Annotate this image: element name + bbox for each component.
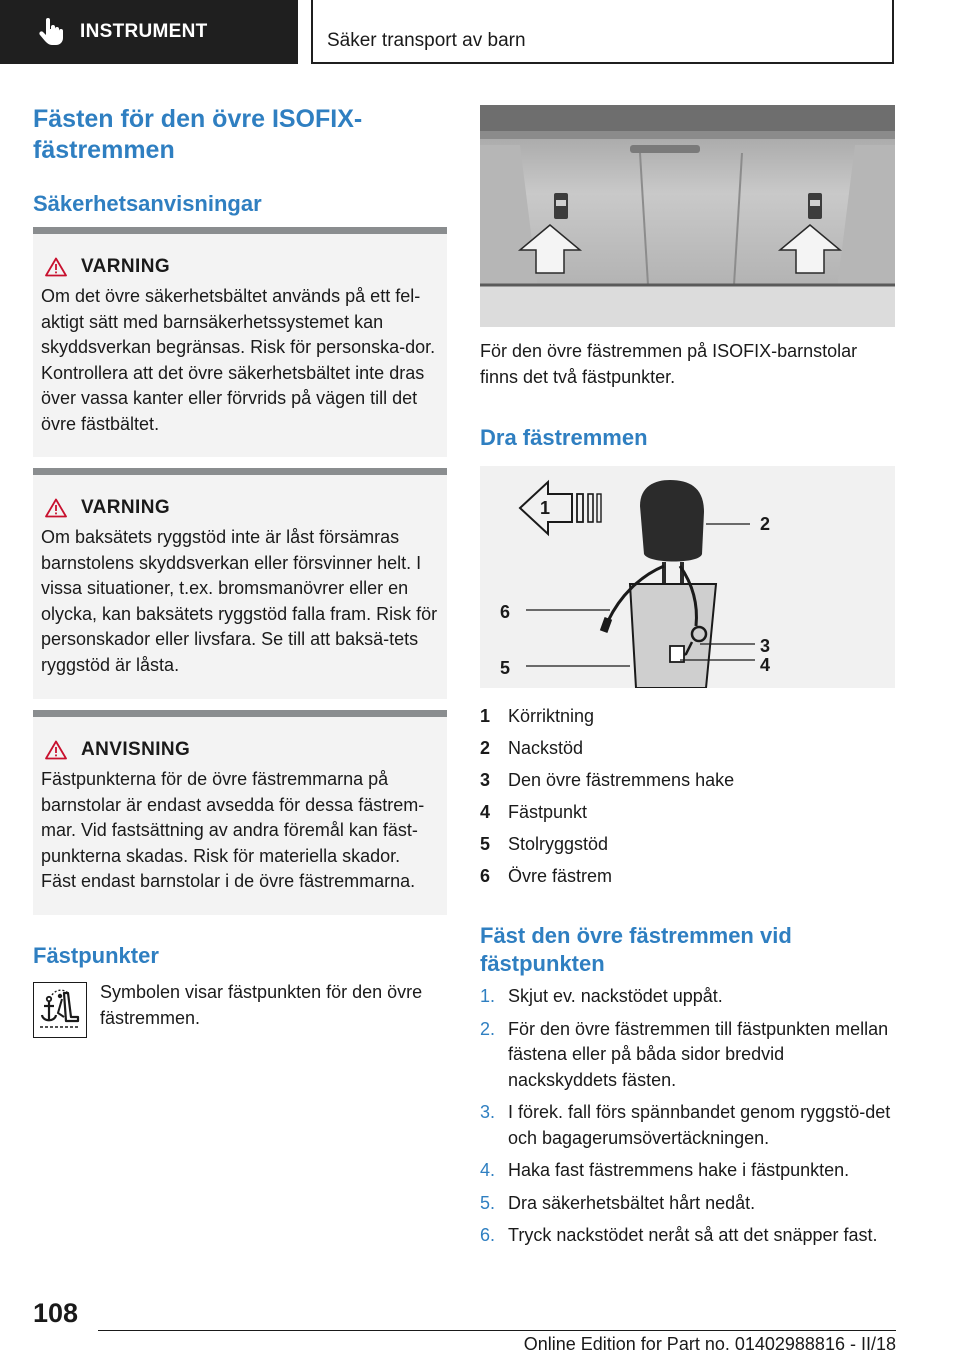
tether-diagram bbox=[480, 466, 895, 688]
page-title: Fästen för den övre ISOFIX-fästremmen bbox=[33, 105, 363, 164]
warning-triangle-icon bbox=[45, 740, 67, 760]
dra-heading: Dra fästremmen bbox=[480, 425, 648, 450]
warning-box-1 bbox=[33, 227, 447, 457]
footer-edition: Online Edition for Part no. 01402988816 - II/18 bbox=[523, 1334, 896, 1354]
notice-box bbox=[33, 710, 447, 915]
isofix-symbol bbox=[33, 982, 87, 1038]
warning-triangle-icon bbox=[45, 257, 67, 277]
steps-list bbox=[480, 984, 895, 1256]
diagram-label-5: 5 bbox=[500, 658, 511, 678]
header-chapter-title: Säker transport av barn bbox=[327, 30, 526, 51]
step-item: 2. För den övre fästremmen till fästpunkten mellan fästena eller på båda sidor bredvid nackskyddets fästen. bbox=[480, 1018, 889, 1090]
legend-item: 3 Den övre fästremmens hake bbox=[480, 769, 735, 790]
diagram-label-2: 2 bbox=[760, 514, 771, 534]
step-item: 1. Skjut ev. nackstödet uppåt. bbox=[480, 986, 723, 1006]
safety-heading: Säkerhetsanvisningar bbox=[33, 191, 262, 216]
header-section-tab bbox=[0, 0, 298, 64]
legend-item: 4 Fästpunkt bbox=[480, 801, 588, 822]
warning-label: VARNING bbox=[81, 497, 171, 518]
warning-label: VARNING bbox=[81, 256, 171, 277]
warning-box-2 bbox=[33, 468, 447, 699]
header-section-title: INSTRUMENT bbox=[80, 21, 208, 42]
diagram-label-3: 3 bbox=[760, 636, 771, 656]
legend-item: 6 Övre fästrem bbox=[480, 865, 613, 886]
pointing-hand-icon bbox=[36, 17, 66, 47]
step-item: 3. I förek. fall förs spännbandet genom ryggstö-det och bagagerumsövertäckningen. bbox=[480, 1102, 891, 1148]
warning-text: Om baksätets ryggstöd inte är låst försämras barnstolens skyddsverkan eller försvinner helt. I vissa situationer, t.ex. bromsmanövrer eller en olycka, kan baksätets ryggstöd falla fram. Risk för personskador eller livsfara. Se till att baksä-tets ryggstöd är låsta. bbox=[41, 527, 438, 675]
warning-triangle-icon bbox=[45, 498, 67, 518]
footer-divider bbox=[98, 1330, 896, 1331]
legend-item: 1 Körriktning bbox=[480, 705, 595, 726]
fastpunkter-text: Symbolen visar fästpunkten för den övre fästremmen. bbox=[100, 982, 423, 1028]
page-number: 108 bbox=[33, 1298, 79, 1328]
header-chapter-box bbox=[311, 0, 894, 64]
warning-text: Om det övre säkerhetsbältet används på ett fel-aktigt sätt med barnsäkerhetssystemet kan skyddsverkan begränsas. Risk för personska-dor. Kontrollera att det övre säkerhetsbältet inte dras över vassa kanter eller förvrids på vägen till det övre fästbältet. bbox=[41, 286, 436, 434]
diagram-label-6: 6 bbox=[500, 602, 511, 622]
step-item: 6. Tryck nackstödet neråt så att det snäpper fast. bbox=[480, 1225, 878, 1245]
legend-item: 2 Nackstöd bbox=[480, 737, 584, 758]
step-item: 5. Dra säkerhetsbältet hårt nedåt. bbox=[480, 1192, 756, 1213]
notice-label: ANVISNING bbox=[81, 739, 191, 760]
legend-item: 5 Stolryggstöd bbox=[480, 833, 609, 854]
photo-caption: För den övre fästremmen på ISOFIX-barnstolar finns det två fästpunkter. bbox=[480, 341, 858, 387]
fastpunkter-heading: Fästpunkter bbox=[33, 943, 159, 968]
diagram-label-1: 1 bbox=[540, 498, 551, 518]
fast-heading: Fäst den övre fästremmen vid fästpunkten bbox=[480, 923, 792, 976]
diagram-legend bbox=[480, 700, 895, 892]
notice-text: Fästpunkterna för de övre fästremmarna på barnstolar är endast avsedda för dessa fästrem-mar. Vid fastsättning av andra föremål kan fäst-punkterna skadas. Risk för materiella skador. Fäst endast barnstolar i de övre fästremmarna. bbox=[41, 769, 425, 891]
step-item: 4. Haka fast fästremmens hake i fästpunkten. bbox=[480, 1160, 850, 1180]
diagram-label-4: 4 bbox=[760, 655, 771, 675]
isofix-anchor-icon bbox=[38, 987, 82, 1033]
isofix-anchor-photo bbox=[480, 105, 895, 327]
